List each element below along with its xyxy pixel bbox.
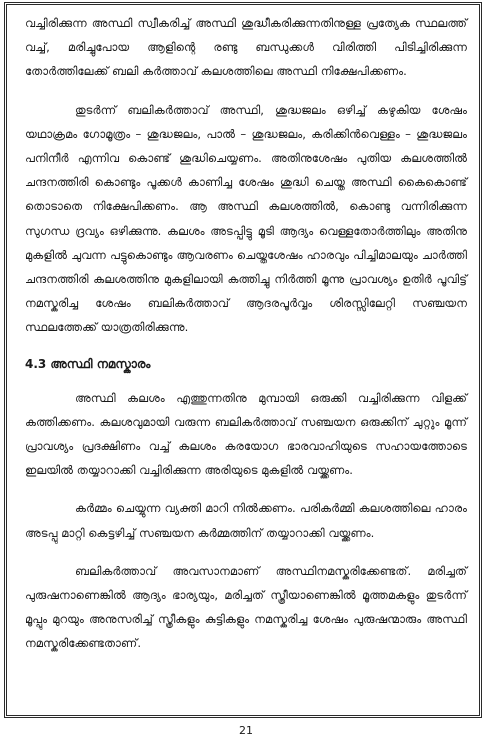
page-frame bbox=[4, 2, 482, 718]
section-paragraph-3: ബലികർത്താവ് അവസാനമാണ് അസ്ഥിനമസ്കരിക്കേണ്ടത്. മരിച്ചത് പുരുഷനാണെങ്കിൽ ആദ്യം ഭാര്യയും, മരിച്ചത് സ്ത്രീയാണെങ്കിൽ മൂത്തമകളും തുടർന്ന് മൂപ്പും മുറയും അനുസരിച്ച് സ്ത്രീകളും കുട്ടികളും നമസ്കരിച്ച ശേഷം പുരുഷന്മാരും അസ്ഥി നമസ്കരിക്കേണ്ടതാണ്. bbox=[25, 563, 467, 651]
page-number: 21 bbox=[239, 724, 253, 737]
paragraph-1: വച്ചിരിക്കുന്ന അസ്ഥി സ്വീകരിച്ച് അസ്ഥി ശുദ്ധീകരിക്കുന്നതിനുള്ള പ്രത്യേക സ്ഥലത്ത് വച്ച്, മരിച്ചുപോയ ആളിന്റെ രണ്ടു ബന്ധുക്കൾ വിരിത്തി പിടിച്ചിരിക്കുന്ന തോർത്തിലേക്ക് ബലി കർത്താവ് കലശത്തിലെ അസ്ഥി നിക്ഷേപിക്കണം. bbox=[25, 16, 467, 79]
section-paragraph-1: അസ്ഥി കലശം എത്തുന്നതിനു മുമ്പായി ഒരുക്കി വച്ചിരിക്കുന്ന വിളക്ക് കത്തിക്കണം. കലശവുമായി വരുന്ന ബലികർത്താവ് സഞ്ചയന ഒരുക്കിന് ചുറ്റും മൂന്ന് പ്രാവശ്യം പ്രദക്ഷിണം വച്ച് കലശം കരയോഗ ഭാരവാഹിയുടെ സഹായത്തോടെ ഇലയിൽ തയ്യാറാക്കി വച്ചിരിക്കുന്ന അരിയുടെ മുകളിൽ വയ്ക്കണം. bbox=[25, 390, 467, 478]
section-heading: 4.3 അസ്ഥി നമസ്കാരം bbox=[25, 356, 151, 371]
section-paragraph-2: കർമ്മം ചെയ്യുന്ന വ്യക്തി മാറി നിൽക്കണം. പരികർമ്മി കലശത്തിലെ ഹാരം അടപ്പു മാറ്റി കെട്ടഴിച്ച് സഞ്ചയന കർമ്മത്തിന് തയ്യാറാക്കി വയ്ക്കണം. bbox=[25, 501, 467, 540]
paragraph-2: തുടർന്ന് ബലികർത്താവ് അസ്ഥി, ശുദ്ധജലം ഒഴിച്ച് കഴുകിയ ശേഷം യഥാക്രമം ഗോമൂത്രം – ശുദ്ധജലം, പാൽ – ശുദ്ധജലം, കരിക്കിൻവെള്ളം – ശുദ്ധജലം പനിനീർ എന്നിവ കൊണ്ട് ശുദ്ധിചെയ്യണം. അതിനുശേഷം പുതിയ കലശത്തിൽ ചന്ദനത്തിരി കൊണ്ടും പൂക്കൾ കാണിച്ച ശേഷം ശുദ്ധി ചെയ്ത അസ്ഥി കൈകൊണ്ട് തൊടാതെ നിക്ഷേപിക്കണം. ആ അസ്ഥി കലശത്തിൽ, കൊണ്ടു വന്നിരിക്കുന്ന സുഗന്ധ ദ്രവ്യം ഒഴിക്കുന്നു. കലശം അടപ്പിട്ടു മൂടി ആദ്യം വെള്ളതോർത്തിലും അതിനു മുകളിൽ ചുവന്ന പട്ടുകൊണ്ടും ആവരണം ചെയ്തശേഷം ഹാരവും പിച്ചിമാലയും ചാർത്തി ചന്ദനത്തിരി കലശത്തിനു മുകളിലായി കത്തിച്ചു നിർത്തി മൂന്നു പ്രാവശ്യം ഉതിർ പൂവിട്ട് നമസ്കരിച്ച ശേഷം ബലികർത്താവ് ആദരപൂർവ്വം ശിരസ്സിലേറ്റി സഞ്ചയന സ്ഥലത്തേക്ക് യാത്രതിരിക്കുന്നു. bbox=[25, 102, 467, 335]
